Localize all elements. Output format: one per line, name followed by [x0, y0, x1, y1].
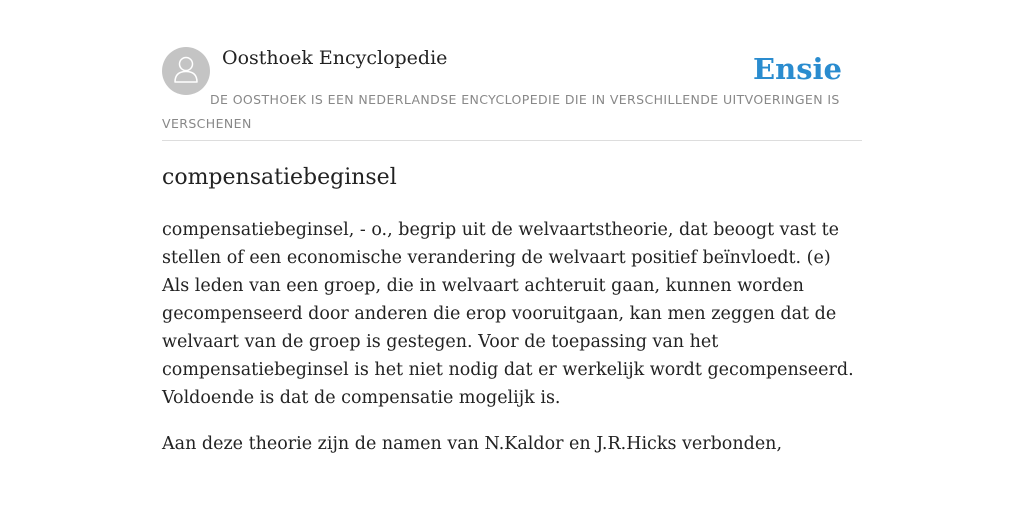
brand-logo[interactable]: Ensie — [753, 52, 842, 86]
site-name[interactable]: Oosthoek Encyclopedie — [222, 47, 448, 69]
header — [162, 0, 862, 141]
user-icon — [173, 55, 199, 88]
article-paragraph: Aan deze theorie zijn de namen van N.Kaldor en J.R.Hicks verbonden, — [162, 434, 783, 454]
article-paragraph: compensatiebeginsel, - o., begrip uit de welvaartstheorie, dat beoogt vast te stellen of een economische verandering de welvaart positief beïnvloedt. (e) Als leden van een groep, die in welvaart achteruit gaan, kunnen worden gecompenseerd door anderen die erop vooruitgaan, kan men zeggen dat de welvaart van de groep is gestegen. Voor de toepassing van het compensatiebeginsel is het niet nodig dat er werkelijk wordt gecompenseerd. Voldoende is dat de compensatie mogelijk is. — [162, 220, 854, 408]
article-title: compensatiebeginsel — [162, 165, 397, 190]
content-container — [162, 0, 862, 454]
article-body — [162, 216, 862, 476]
site-tagline: DE OOSTHOEK IS EEN NEDERLANDSE ENCYCLOPEDIE DIE IN VERSCHILLENDE UITVOERINGEN IS VERSCHENEN — [162, 92, 840, 131]
